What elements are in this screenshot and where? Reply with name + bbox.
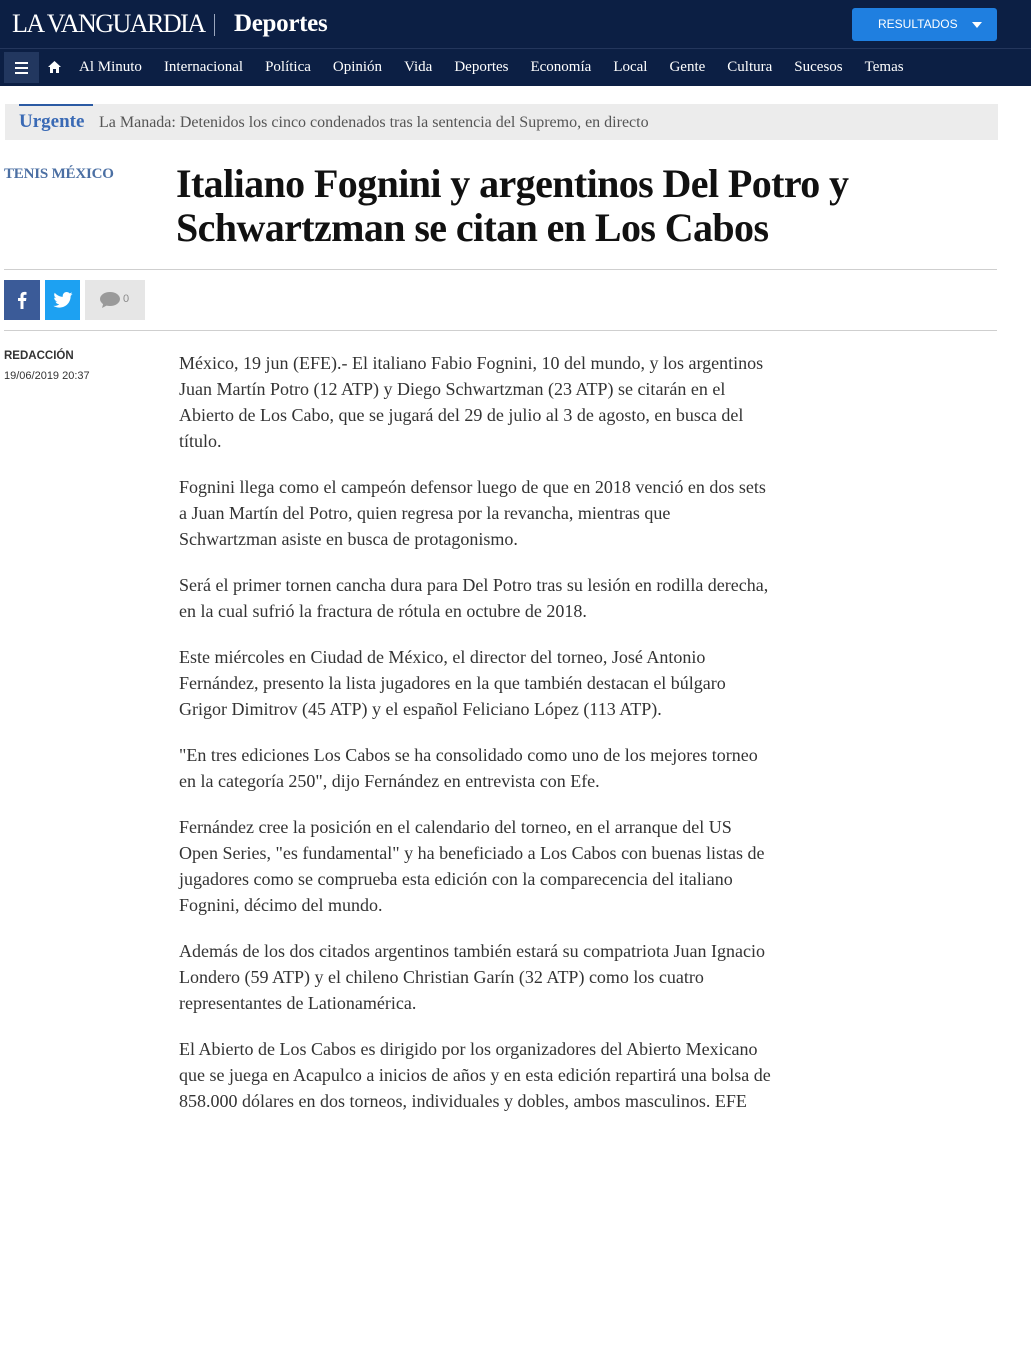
nav-item[interactable]: Internacional	[163, 59, 244, 75]
article-category[interactable]: TENIS MÉXICO	[4, 166, 114, 182]
site-header	[0, 0, 1031, 48]
comment-icon	[100, 292, 120, 308]
nav-item[interactable]: Opinión	[332, 59, 383, 75]
urgent-label: Urgente	[19, 111, 85, 132]
article-paragraph: Este miércoles en Ciudad de México, el director del torneo, José Antonio Fernández, presento la lista jugadores en la que también destacan el búlgaro Grigor Dimitrov (45 ATP) y el español Feliciano López (113 ATP).	[179, 647, 726, 719]
article-date: 19/06/2019 20:37	[4, 370, 90, 382]
article-paragraph: Fognini llega como el campeón defensor luego de que en 2018 venció en dos sets a Juan Martín del Potro, quien regresa por la revancha, mientras que Schwartzman asiste en busca de protagonismo.	[179, 477, 766, 549]
nav-item[interactable]: Local	[613, 59, 648, 75]
twitter-icon	[53, 292, 73, 308]
divider	[4, 269, 997, 270]
article-headline: Italiano Fognini y argentinos Del Potro y Schwartzman se citan en Los Cabos	[176, 161, 849, 250]
article-paragraph: Fernández cree la posición en el calendario del torneo, en el arranque del US Open Series, "es fundamental" y ha beneficiado a Los Cabos con buenas listas de jugadores como se comprueba esta edición con la comparecencia del italiano Fognini, décimo del mundo.	[179, 817, 765, 915]
urgent-accent-bar	[19, 104, 93, 106]
section-title[interactable]: Deportes	[234, 10, 328, 37]
article-author: REDACCIÓN	[4, 350, 74, 362]
chevron-down-icon	[972, 22, 982, 28]
home-icon[interactable]	[41, 52, 69, 83]
nav-item[interactable]: Al Minuto	[79, 59, 142, 75]
article-paragraph: "En tres ediciones Los Cabos se ha consolidado como uno de los mejores torneo en la categoría 250", dijo Fernández en entrevista con Efe.	[179, 745, 758, 791]
urgent-headline-link[interactable]: La Manada: Detenidos los cinco condenados tras la sentencia del Supremo, en directo	[99, 114, 649, 131]
article-paragraph: México, 19 jun (EFE).- El italiano Fabio Fognini, 10 del mundo, y los argentinos Juan Martín Potro (12 ATP) y Diego Schwartzman (23 ATP) se citarán en el Abierto de Los Cabo, que se jugará del 29 de julio al 3 de agosto, en busca del título.	[179, 353, 764, 451]
article-body	[179, 350, 771, 1134]
article-paragraph: Además de los dos citados argentinos también estará su compatriota Juan Ignacio Londero (59 ATP) y el chileno Christian Garín (32 ATP) como los cuatro representantes de Lationamérica.	[179, 941, 766, 1013]
nav-item[interactable]: Gente	[669, 59, 706, 75]
nav-item[interactable]: Sucesos	[794, 59, 843, 75]
results-button[interactable]	[852, 8, 997, 41]
facebook-icon	[17, 291, 27, 309]
nav-item[interactable]: Cultura	[727, 59, 773, 75]
divider	[4, 330, 997, 331]
results-button-label: RESULTADOS	[878, 17, 958, 31]
article-paragraph: El Abierto de Los Cabos es dirigido por los organizadores del Abierto Mexicano que se juega en Acapulco a inicios de años y en esta edición repartirá una bolsa de 858.000 dólares en dos torneos, individuales y dobles, ambos masculinos. EFE	[179, 1039, 771, 1111]
main-nav	[0, 48, 1031, 86]
hamburger-menu-icon[interactable]	[4, 52, 39, 83]
comments-button[interactable]	[85, 280, 145, 320]
header-divider	[214, 14, 215, 36]
nav-item[interactable]: Vida	[404, 59, 433, 75]
nav-item[interactable]: Deportes	[454, 59, 509, 75]
article-paragraph: Será el primer tornen cancha dura para Del Potro tras su lesión en rodilla derecha, en la cual sufrió la fractura de rótula en octubre de 2018.	[179, 575, 769, 621]
urgent-banner	[5, 104, 998, 140]
nav-items	[68, 49, 915, 86]
nav-item[interactable]: Temas	[864, 59, 904, 75]
site-logo[interactable]: LA VANGUARDIA	[12, 9, 205, 38]
nav-item[interactable]: Política	[265, 59, 311, 75]
comment-count: 0	[123, 293, 130, 305]
nav-item[interactable]: Economía	[530, 59, 592, 75]
facebook-share-button[interactable]	[4, 280, 40, 320]
twitter-share-button[interactable]	[45, 280, 80, 320]
